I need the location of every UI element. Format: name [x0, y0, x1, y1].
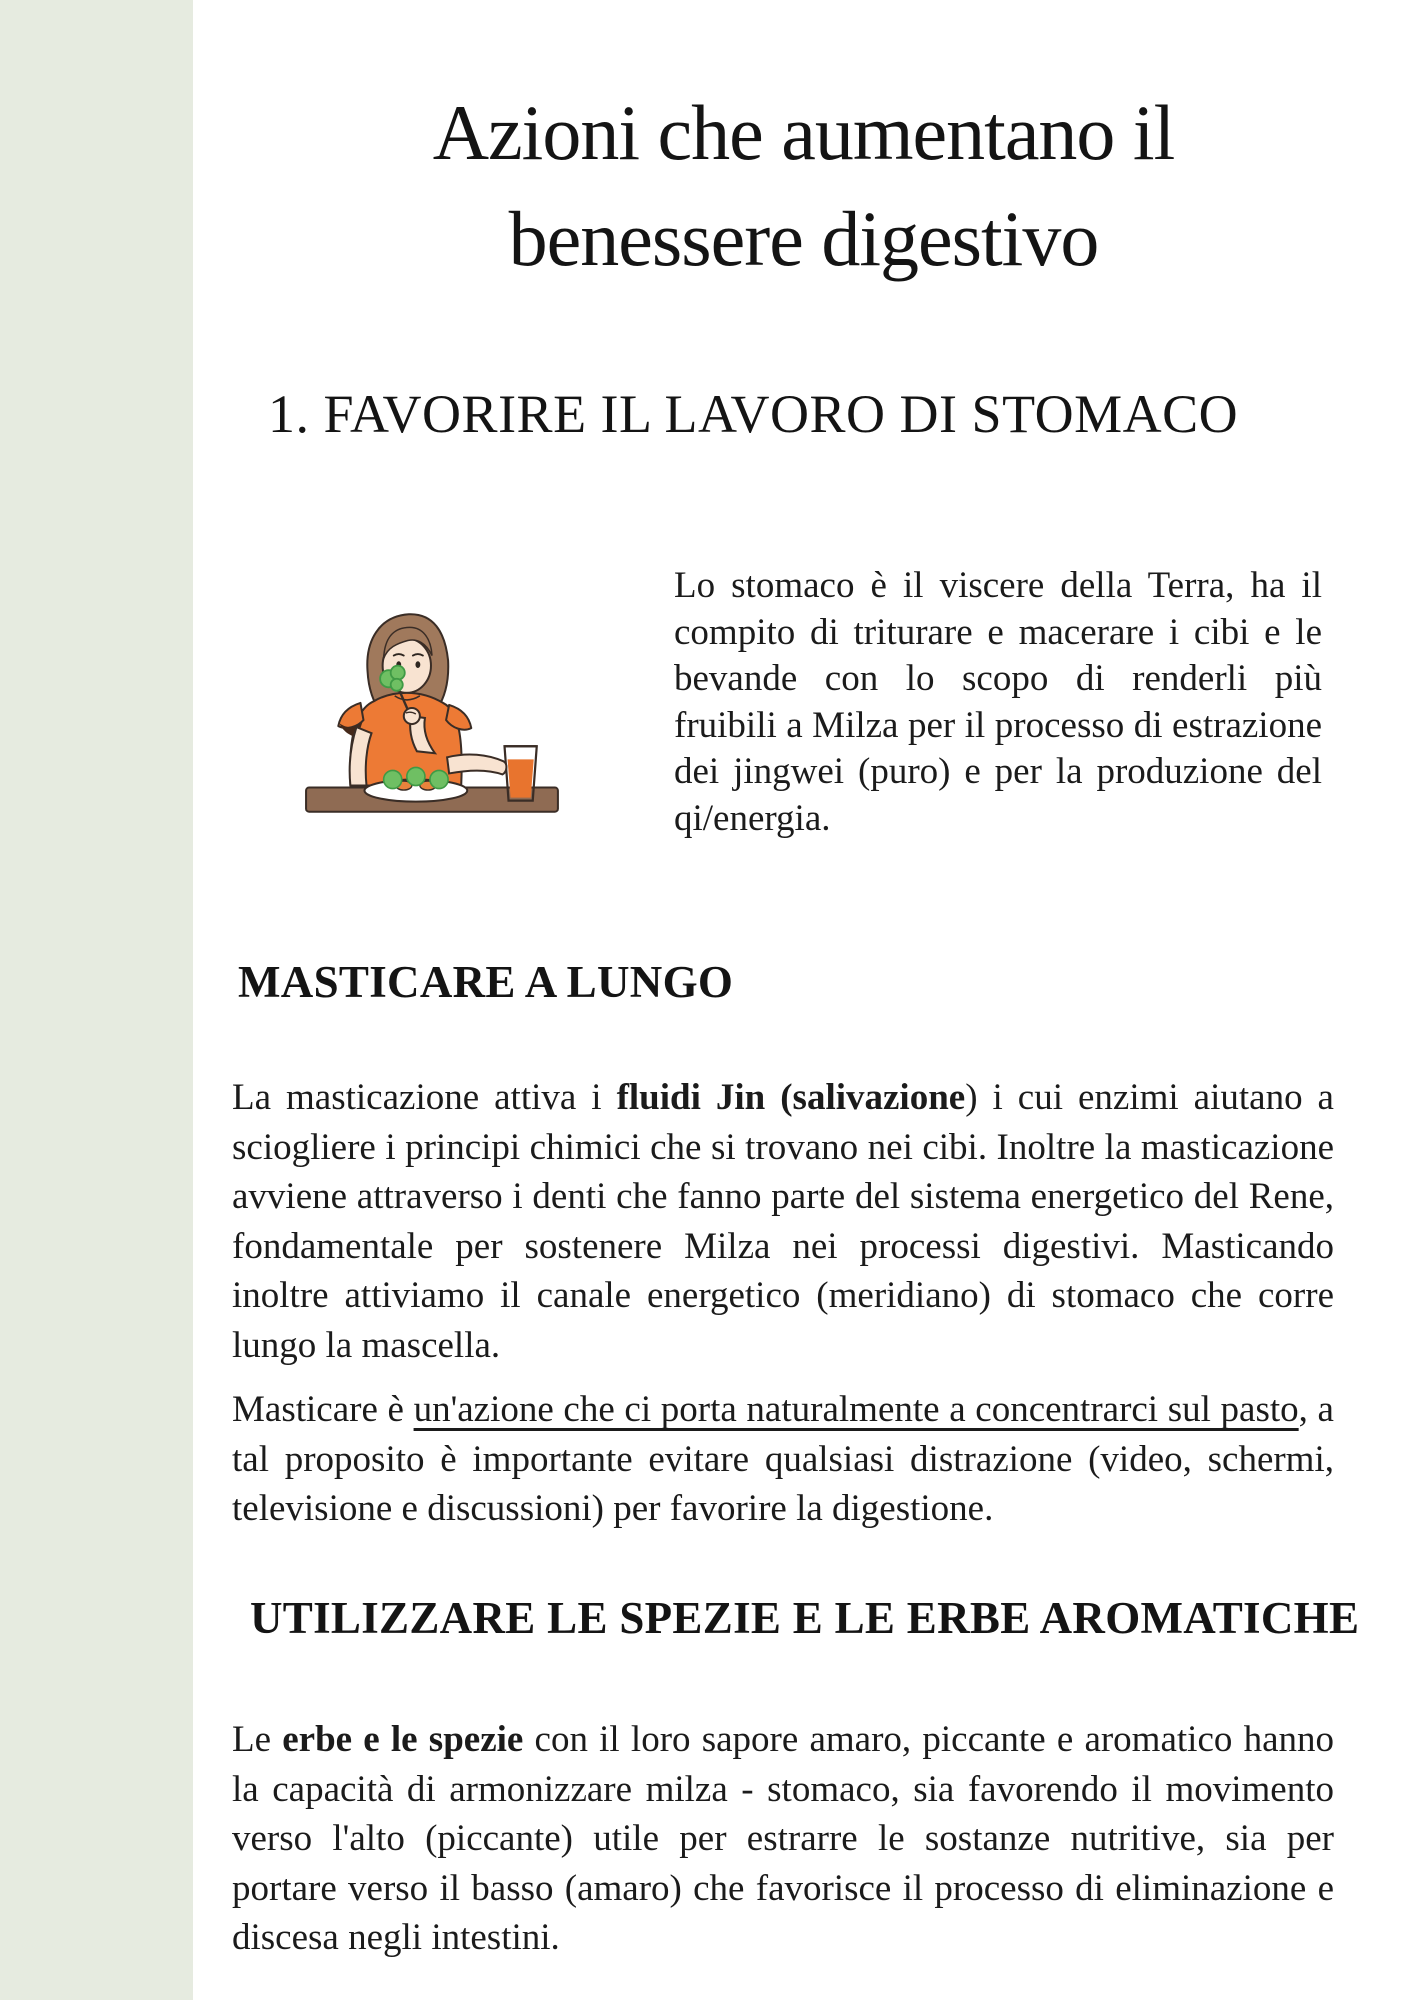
broccoli-on-plate [384, 767, 448, 788]
hand [404, 708, 420, 724]
arm-on-table [447, 755, 506, 775]
woman-eating-illustration [298, 608, 570, 820]
page-title [193, 80, 1414, 292]
numbered-section-heading: 1. FAVORIRE IL LAVORO DI STOMACO [268, 384, 1239, 444]
subheading-masticare: MASTICARE A LUNGO [238, 957, 734, 1007]
paragraph-spezie-1: Le erbe e le spezie con il loro sapore amaro, piccante e aromatico hanno la capacità di armonizzare milza - stomaco, sia favorendo il movimento verso l'alto (piccante) utile per estrarre le sostanze nutritive, sia per portare verso il basso (amaro) che favorisce il processo di eliminazione e discesa negli intestini. [232, 1719, 1334, 1958]
page-title-text: Azioni che aumentano il benessere digestivo [432, 89, 1175, 282]
left-accent-strip [0, 0, 193, 2000]
paragraph-masticare-2: Masticare è un'azione che ci porta naturalmente a concentrarci sul pasto, a tal proposito è importante evitare qualsiasi distrazione (video, schermi, televisione e discussioni) per favorire la digestione. [232, 1389, 1334, 1529]
subheading-spezie: UTILIZZARE LE SPEZIE E LE ERBE AROMATICHE [250, 1593, 1360, 1643]
paragraph-masticare-1: La masticazione attiva i fluidi Jin (salivazione) i cui enzimi aiutano a sciogliere i principi chimici che si trovano nei cibi. Inoltre la masticazione avviene attraverso i denti che fanno parte del sistema energetico del Rene, fondamentale per sostenere Milza nei processi digestivi. Masticando inoltre attiviamo il canale energetico (meridiano) di stomaco che corre lungo la mascella. [232, 1077, 1334, 1366]
intro-paragraph: Lo stomaco è il viscere della Terra, ha il compito di triturare e macerare i cibi e le bevande con lo scopo di renderli più fruibili a Milza per il processo di estrazione dei jingwei (puro) e per la produzione del qi/energia. [674, 565, 1322, 839]
